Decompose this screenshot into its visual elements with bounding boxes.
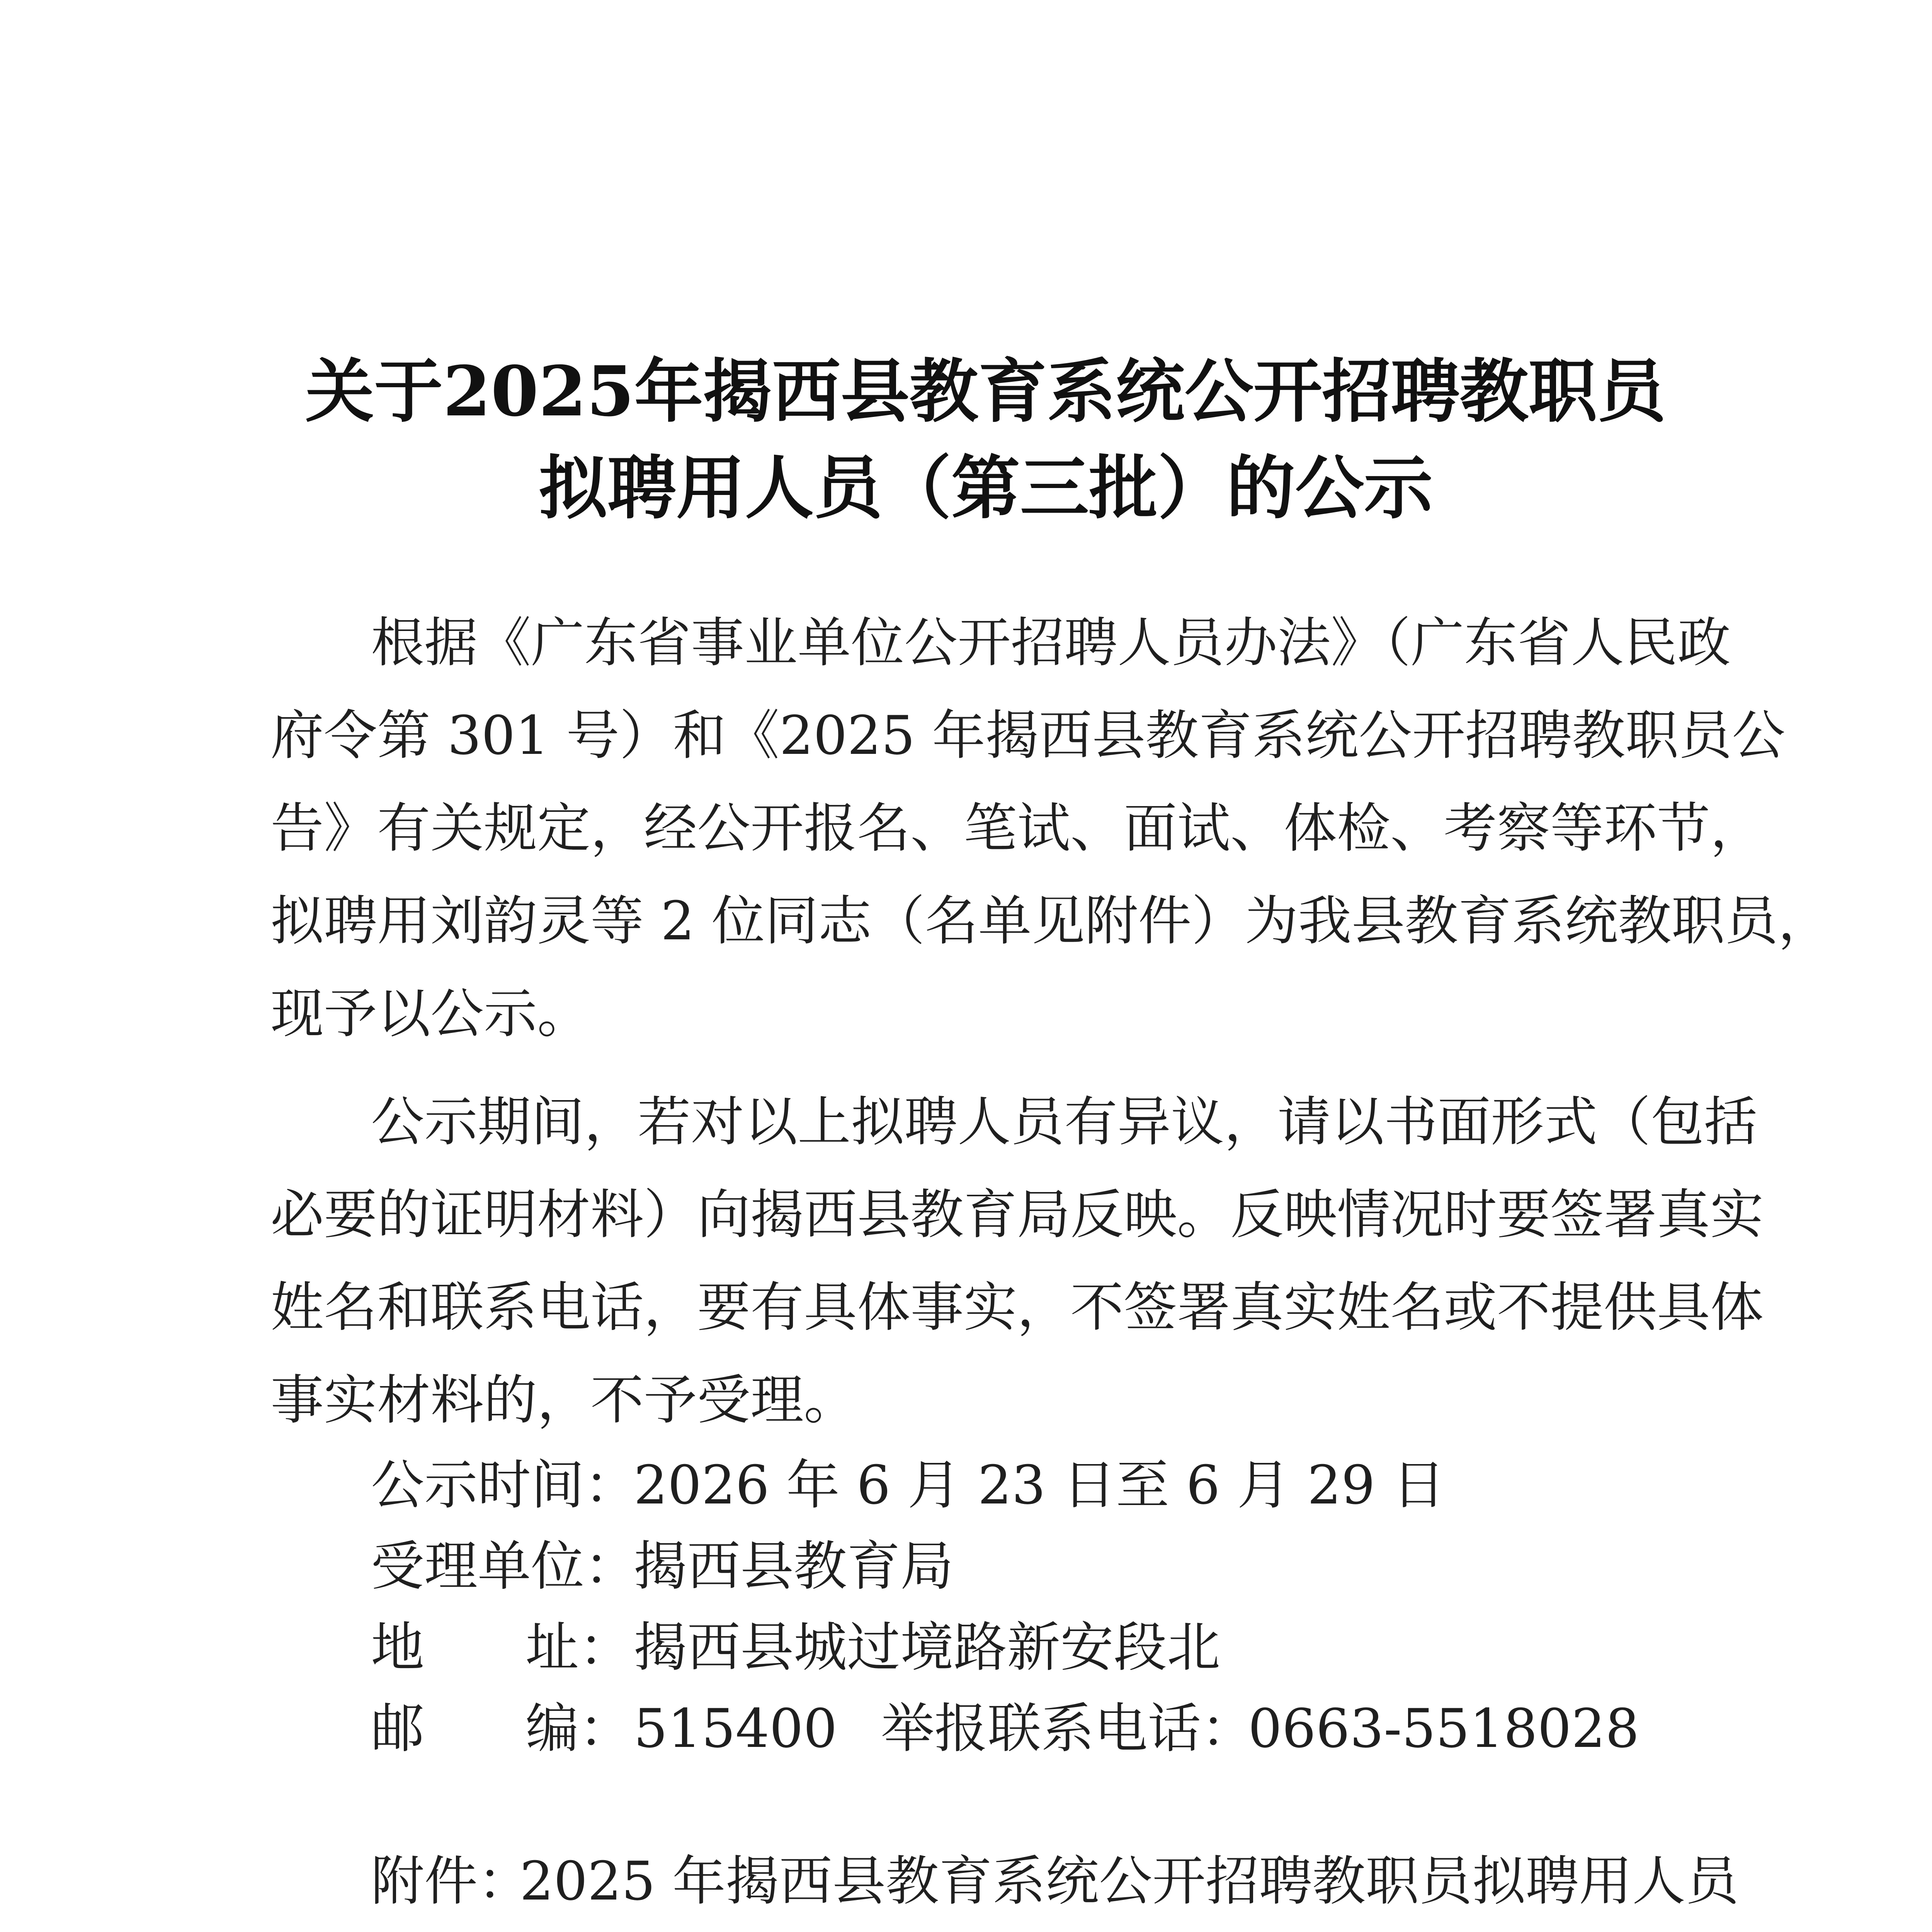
postcode-label-b: 编： [526,1697,633,1760]
paragraph-line: 府令第 301 号）和《2025 年揭西县教育系统公开招聘教职员公 [270,704,1786,767]
unit-label: 受理单位： [371,1535,638,1597]
paragraph-line: 姓名和联系电话，要有具体事实，不签署真实姓名或不提供具体 [270,1276,1764,1338]
document-title-line-2: 拟聘用人员（第三批）的公示 [539,447,1433,528]
address-label-b: 址： [526,1616,633,1679]
attachment-line-1: 2025 年揭西县教育系统公开招聘教职员拟聘用人员 [520,1850,1739,1912]
paragraph-line: 事实材料的，不予受理。 [270,1369,857,1431]
phone-value: 0663-5518028 [1248,1697,1639,1760]
unit-value: 揭西县教育局 [634,1535,954,1597]
paragraph-line: 现予以公示。 [270,983,591,1045]
attachment-label: 附件： [371,1850,531,1912]
paragraph-line: 告》有关规定，经公开报名、笔试、面试、体检、考察等环节， [270,797,1764,859]
paragraph-line: 必要的证明材料）向揭西县教育局反映。反映情况时要签署真实 [270,1184,1764,1246]
postcode-value: 515400 [634,1697,837,1760]
postcode-label-a: 邮 [371,1697,425,1760]
time-label: 公示时间： [371,1454,638,1516]
address-label-a: 地 [371,1616,425,1679]
paragraph-line: 根据《广东省事业单位公开招聘人员办法》（广东省人民政 [371,612,1731,674]
paragraph-line: 公示期间，若对以上拟聘人员有异议，请以书面形式（包括 [371,1091,1758,1153]
document-title-line-1: 关于2025年揭西县教育系统公开招聘教职员 [305,351,1666,432]
address-value: 揭西县城过境路新安段北 [634,1616,1221,1679]
time-value: 2026 年 6 月 23 日至 6 月 29 日 [634,1454,1446,1516]
phone-label: 举报联系电话： [881,1697,1255,1760]
paragraph-line: 拟聘用刘韵灵等 2 位同志（名单见附件）为我县教育系统教职员， [270,890,1832,952]
